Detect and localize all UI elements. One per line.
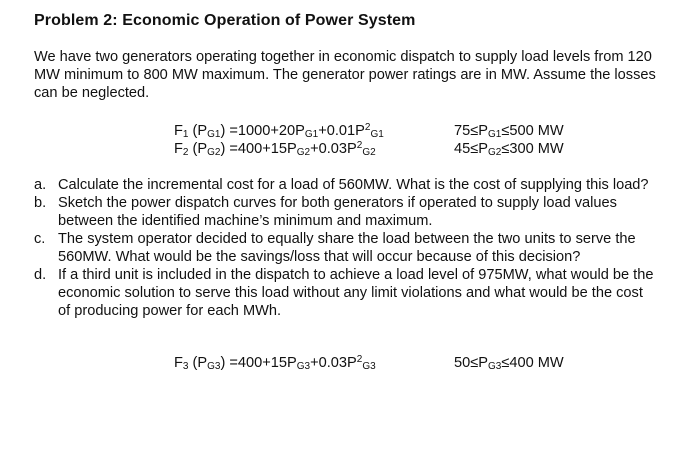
- problem-title: Problem 2: Economic Operation of Power System: [34, 12, 416, 29]
- question-text: The system operator decided to equally share the load between the two units to serve the 560MW. What would be the savings/loss that will occur because of this decision?: [58, 231, 636, 265]
- limit-g1: $75\le P_{G1}\le 500$ MW: [454, 123, 564, 140]
- question-text: Calculate the incremental cost for a load of 560MW. What is the cost of supplying this load?: [58, 177, 649, 193]
- question-list: [34, 176, 654, 320]
- limit-g3: $50\le P_{G3}\le 400$ MW: [454, 355, 564, 372]
- question-marker: a.: [34, 177, 47, 193]
- question-b: [34, 194, 654, 230]
- cost-function-g2: $F_2$ $(P_{G2}) =400+15P_{G2}+0.03P^2_{G2}$: [174, 140, 376, 158]
- question-d: [34, 266, 654, 320]
- cost-function-g3: $F_3$ $(P_{G3}) =400+15P_{G3}+0.03P^2_{G3}$: [174, 354, 376, 372]
- limit-g2: $45\le P_{G2}\le 300$ MW: [454, 141, 564, 158]
- question-marker: c.: [34, 231, 46, 247]
- cost-function-g1: $F_1$ $(P_{G1}) =1000+20P_{G1}+0.01P^2_{G1}$: [174, 122, 384, 140]
- question-marker: b.: [34, 195, 47, 211]
- problem-intro: We have two generators operating together in economic dispatch to supply load levels from 120 MW minimum to 800 MW maximum. The generator power ratings are in MW. Assume the losses can be neglected.: [34, 49, 656, 101]
- question-marker: d.: [34, 267, 47, 283]
- question-c: [34, 230, 654, 266]
- question-text: If a third unit is included in the dispatch to achieve a load level of 975MW, what would be the economic solution to serve this load without any limit violations and what would be the cost of producing power for each MWh.: [58, 267, 654, 319]
- question-a: [34, 176, 654, 194]
- question-text: Sketch the power dispatch curves for both generators if operated to supply load values between the identified machine’s minimum and maximum.: [58, 195, 617, 229]
